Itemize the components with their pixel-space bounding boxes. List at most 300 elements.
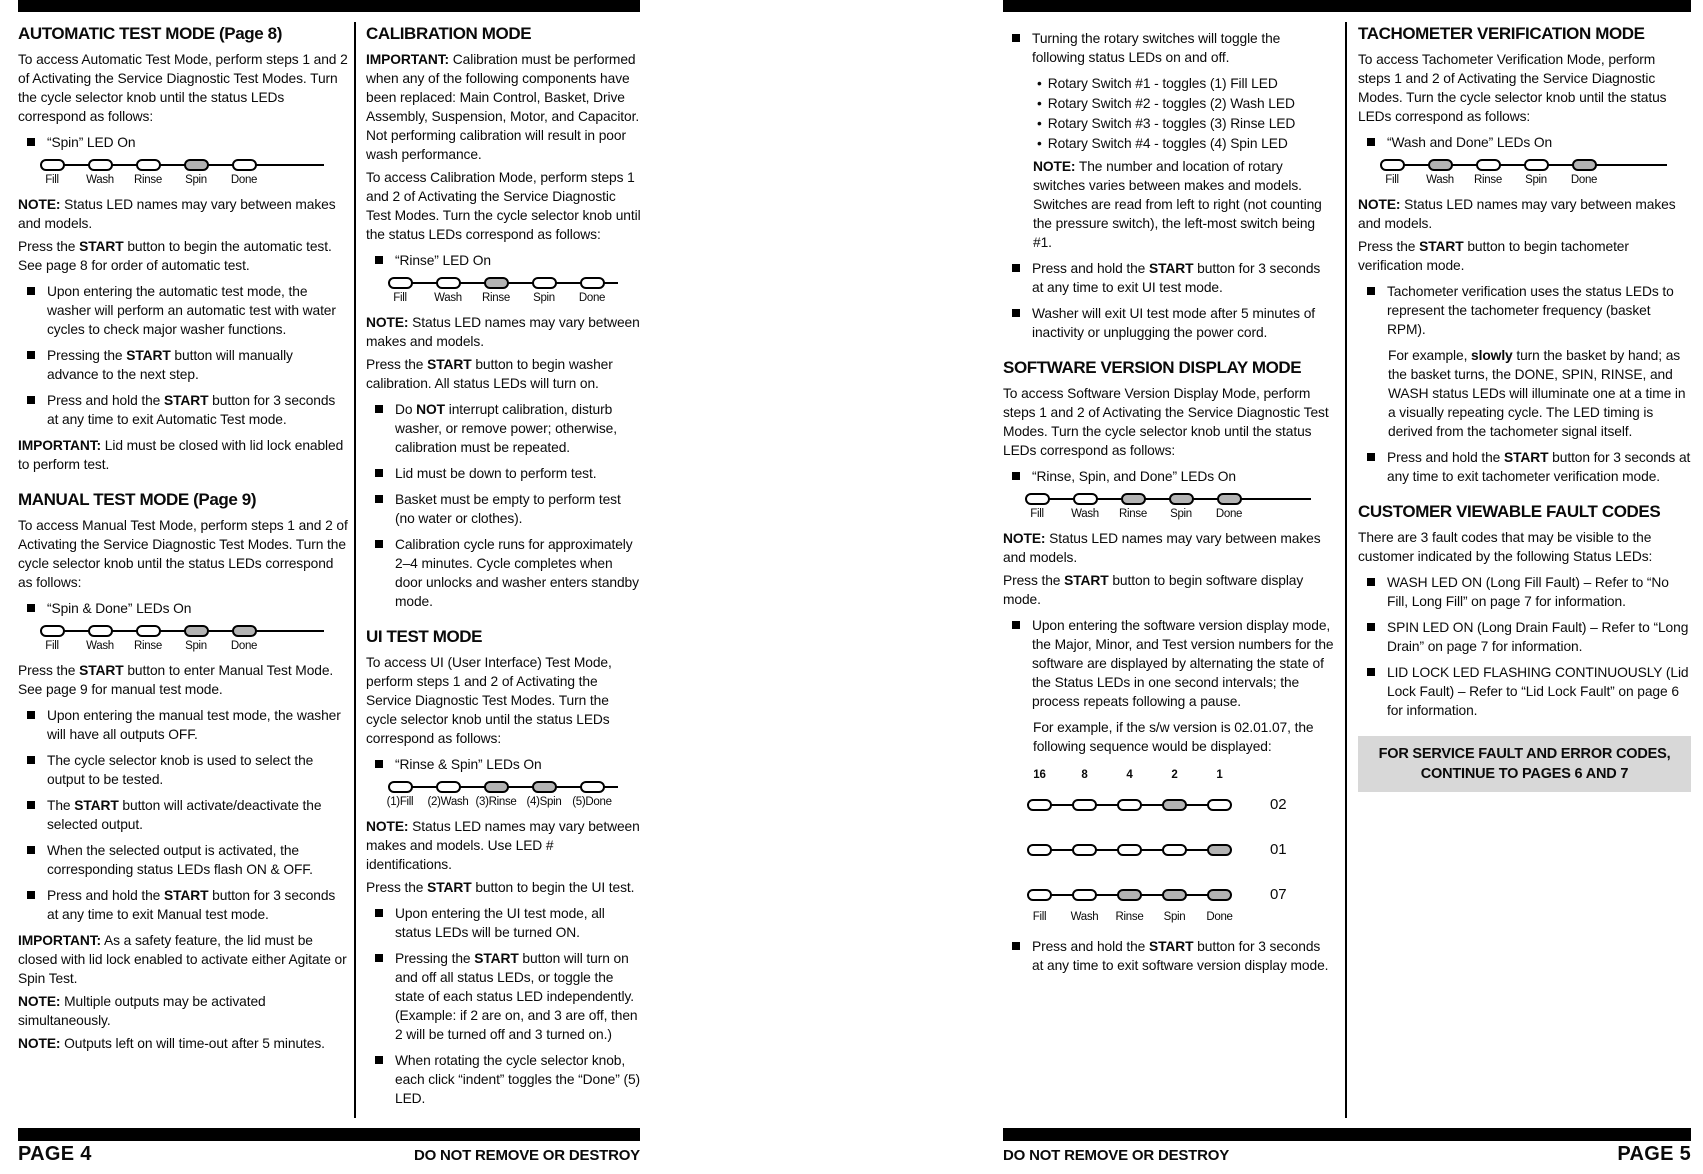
led-cell — [1152, 844, 1197, 856]
bullet-item — [366, 251, 642, 270]
status-led-spin — [532, 277, 557, 289]
square-bullet-icon — [375, 405, 383, 413]
text-run: button for 3 seconds at any time to exit tachometer verification mode. — [1387, 450, 1691, 484]
text-run: button for 3 seconds at any time to exit UI test mode. — [1032, 261, 1321, 295]
bullet-text — [395, 464, 642, 483]
text-run: The cycle selector knob is used to select the output to be tested. — [47, 753, 314, 787]
square-bullet-icon — [27, 396, 35, 404]
led-cell — [124, 625, 172, 653]
square-bullet-icon — [375, 909, 383, 917]
emphasis-text: START — [126, 348, 171, 363]
status-led-spin — [184, 625, 209, 637]
bit-weight-row — [1017, 766, 1335, 785]
led-label: Rinse — [134, 174, 162, 186]
paragraph — [18, 50, 348, 126]
bullet-item — [1358, 448, 1691, 486]
paragraph — [18, 661, 348, 699]
square-bullet-icon — [1367, 287, 1375, 295]
status-led-done — [232, 159, 257, 171]
section-heading: UI TEST MODE — [366, 627, 483, 646]
section-heading: CALIBRATION MODE — [366, 24, 532, 43]
led-label: Fill — [1385, 174, 1399, 186]
text-run: Upon entering the UI test mode, all status LEDs will be turned ON. — [395, 906, 605, 940]
bullet-item — [18, 599, 348, 618]
service-codes-callout — [1358, 736, 1691, 792]
text-run: button for 3 seconds at any time to exit Manual test mode. — [47, 888, 336, 922]
bullet-item — [1003, 467, 1335, 486]
text-run: Washer will exit UI test mode after 5 minutes of inactivity or unplugging the power cord. — [1032, 306, 1315, 340]
status-led-3rinse — [484, 781, 509, 793]
text-run: Upon entering the manual test mode, the washer will have all outputs OFF. — [47, 708, 341, 742]
emphasis-text: NOTE: — [1003, 531, 1046, 546]
top-rule-bar — [18, 0, 640, 12]
status-led-wash — [88, 159, 113, 171]
status-led-spin — [184, 159, 209, 171]
square-bullet-icon — [27, 138, 35, 146]
text-run: button to enter Manual Test Mode. See page 9 for manual test mode. — [18, 663, 334, 697]
status-led-fill — [1027, 844, 1052, 856]
bit-value-label: 2 — [1171, 769, 1178, 781]
text-run: Press the — [1358, 239, 1420, 254]
status-led-2wash — [436, 781, 461, 793]
column-calibration-ui-test — [366, 22, 642, 1115]
led-label: Rinse — [1474, 174, 1502, 186]
emphasis-text: START — [163, 888, 209, 903]
led-label: Done — [578, 292, 606, 304]
text-run: To access Automatic Test Mode, perform steps 1 and 2 of Activating the Service Diagnostic Test Modes. Turn the cycle selector knob until the status LEDs correspond as follows: — [18, 52, 348, 124]
led-label: Fill — [45, 174, 59, 186]
led-cell — [1512, 159, 1560, 187]
status-led-wash — [1072, 889, 1097, 901]
square-bullet-icon — [27, 756, 35, 764]
led-row — [376, 781, 642, 809]
sub-bullet-item — [1003, 134, 1335, 153]
led-cell — [1152, 889, 1197, 901]
square-bullet-icon — [27, 287, 35, 295]
text-run: Status LED names may vary between makes and models. — [18, 197, 336, 231]
bullet-text — [1032, 29, 1335, 67]
emphasis-text: NOTE: — [1358, 197, 1401, 212]
text-run: Status LED names may vary between makes and models. — [1003, 531, 1321, 565]
led-row — [1017, 844, 1242, 856]
emphasis-text: IMPORTANT: — [18, 933, 102, 948]
text-run: Press and hold the — [47, 393, 164, 408]
page-number: PAGE 4 — [18, 1143, 92, 1165]
led-cell — [1157, 493, 1205, 521]
led-label: Spin — [185, 174, 207, 186]
square-bullet-icon — [1012, 34, 1020, 42]
led-row — [1017, 799, 1242, 811]
led-label: Rinse — [134, 640, 162, 652]
led-status-diagram — [1368, 159, 1691, 187]
status-led-fill — [1025, 493, 1050, 505]
do-not-remove-notice: DO NOT REMOVE OR DESTROY — [1003, 1147, 1230, 1164]
led-cell — [1107, 889, 1152, 901]
bullet-text — [395, 755, 642, 774]
text-run: When rotating the cycle selector knob, each click “indent” toggles the “Done” (5) LED. — [395, 1053, 641, 1106]
square-bullet-icon — [1367, 623, 1375, 631]
bullet-text — [1387, 573, 1691, 611]
status-led-done — [1207, 844, 1232, 856]
column-ui-continued-software-version — [1003, 22, 1335, 982]
led-cell — [172, 159, 220, 187]
square-bullet-icon — [375, 760, 383, 768]
led-cell — [520, 781, 568, 809]
led-row — [28, 159, 348, 187]
led-cell — [1109, 493, 1157, 521]
bullet-item — [18, 796, 348, 834]
bullet-text — [47, 796, 348, 834]
square-bullet-icon — [375, 495, 383, 503]
led-cell — [1416, 159, 1464, 187]
text-run: Pressing the — [395, 951, 475, 966]
paragraph — [18, 931, 348, 988]
status-led-spin — [1169, 493, 1194, 505]
emphasis-text: START — [74, 798, 119, 813]
led-cell — [172, 625, 220, 653]
emphasis-text: NOT — [416, 402, 445, 417]
led-cell — [1062, 799, 1107, 811]
led-label: Done — [230, 640, 258, 652]
led-cell — [568, 277, 616, 305]
status-led-fill — [1380, 159, 1405, 171]
column-divider — [1345, 22, 1347, 1118]
status-led-done — [1207, 889, 1232, 901]
led-status-diagram — [1013, 493, 1335, 521]
paragraph — [1003, 529, 1335, 567]
bullet-text — [47, 346, 348, 384]
dot-bullet-icon: • — [1037, 136, 1042, 151]
text-run: Do — [395, 402, 417, 417]
page-5-footer — [1003, 1143, 1691, 1166]
text-run: Basket must be empty to perform test (no water or clothes). — [395, 492, 621, 526]
text-run: Rotary Switch #4 - toggles (4) Spin LED — [1047, 136, 1288, 151]
text-run: Calibration cycle runs for approximately 2–4 minutes. Cycle completes when door unlocks and washer enters standby mode. — [395, 537, 639, 609]
text-run: When the selected output is activated, the corresponding status LEDs flash ON & OFF. — [47, 843, 313, 877]
version-led-row — [1017, 795, 1335, 814]
section-heading: CUSTOMER VIEWABLE FAULT CODES — [1358, 502, 1661, 521]
page-4-footer — [18, 1143, 640, 1166]
text-run: There are 3 fault codes that may be visible to the customer indicated by the following Status LEDs: — [1358, 530, 1653, 564]
bullet-item — [366, 400, 642, 457]
led-cell — [1205, 493, 1253, 521]
bullet-text — [47, 282, 348, 339]
paragraph — [18, 992, 348, 1030]
text-run: Turning the rotary switches will toggle the following status LEDs on and off. — [1032, 31, 1281, 65]
led-cell — [1017, 889, 1062, 901]
bullet-item — [1358, 282, 1691, 339]
column-tachometer-fault-codes — [1358, 22, 1691, 792]
sub-bullet-item — [1003, 74, 1335, 93]
status-led-1fill — [388, 781, 413, 793]
led-label: Done — [1570, 174, 1598, 186]
text-run: To access Manual Test Mode, perform steps 1 and 2 of Activating the Service Diagnostic Test Modes. Turn the cycle selector knob until the status LEDs correspond as follows: — [18, 518, 348, 590]
bullet-item — [366, 904, 642, 942]
page-4 — [18, 0, 640, 1174]
text-run: SPIN LED ON (Long Drain Fault) – Refer to “Long Drain” on page 7 for information. — [1387, 620, 1689, 654]
status-led-fill — [1027, 799, 1052, 811]
paragraph — [366, 50, 642, 164]
sub-bullet-item — [1003, 94, 1335, 113]
bit-value-label: 16 — [1033, 769, 1046, 781]
status-led-spin — [1162, 799, 1187, 811]
led-label: Wash — [434, 292, 462, 304]
text-run: Press the — [18, 239, 80, 254]
square-bullet-icon — [1367, 668, 1375, 676]
led-label: Fill — [393, 292, 407, 304]
square-bullet-icon — [1367, 138, 1375, 146]
bullet-text — [1032, 467, 1335, 486]
footer-rule-bar — [18, 1128, 640, 1141]
status-led-rinse — [1476, 159, 1501, 171]
led-cell — [376, 277, 424, 305]
bullet-text — [1387, 133, 1691, 152]
text-run: button will activate/deactivate the selected output. — [47, 798, 322, 832]
led-cell — [472, 277, 520, 305]
led-label: Spin — [1170, 508, 1192, 520]
status-led-done — [1217, 493, 1242, 505]
paragraph — [18, 516, 348, 592]
text-run: button for 3 seconds at any time to exit Automatic Test mode. — [47, 393, 336, 427]
text-run: Rotary Switch #1 - toggles (1) Fill LED — [1047, 76, 1278, 91]
led-label: Wash — [86, 174, 114, 186]
bullet-text — [395, 535, 642, 611]
emphasis-text: START — [79, 663, 124, 678]
section-heading: TACHOMETER VERIFICATION MODE — [1358, 24, 1645, 43]
bullet-text — [395, 904, 642, 942]
bullet-item — [366, 755, 642, 774]
led-cell — [28, 159, 76, 187]
bullet-item — [1358, 618, 1691, 656]
led-label: Spin — [185, 640, 207, 652]
square-bullet-icon — [1367, 578, 1375, 586]
led-label: Spin — [1525, 174, 1547, 186]
status-led-rinse — [1117, 889, 1142, 901]
square-bullet-icon — [1367, 453, 1375, 461]
text-run: To access Calibration Mode, perform steps 1 and 2 of Activating the Service Diagnostic Test Modes. Turn the cycle selector knob until the status LEDs correspond as follows: — [366, 170, 641, 242]
status-led-done — [1207, 799, 1232, 811]
bit-value-label: 4 — [1126, 769, 1133, 781]
bullet-item — [1003, 616, 1335, 711]
text-run: As a safety feature, the lid must be closed with lid lock enabled to activate either Agitate or Spin Test. — [18, 933, 347, 986]
text-run: Press and hold the — [1032, 939, 1149, 954]
square-bullet-icon — [1012, 621, 1020, 629]
bullet-item — [1003, 259, 1335, 297]
emphasis-text: IMPORTANT: — [366, 52, 450, 67]
callout-line: CONTINUE TO PAGES 6 AND 7 — [1420, 766, 1629, 782]
page-number: PAGE 5 — [1617, 1143, 1691, 1165]
led-cell — [220, 159, 268, 187]
status-led-done — [232, 625, 257, 637]
bullet-text — [1032, 616, 1335, 711]
bullet-text — [395, 251, 642, 270]
text-run: Press the — [1003, 573, 1065, 588]
led-label: Fill — [45, 640, 59, 652]
text-run: “Rinse” LED On — [395, 253, 491, 268]
led-label: (3)Rinse — [475, 796, 517, 808]
led-status-diagram — [376, 781, 642, 809]
square-bullet-icon — [375, 469, 383, 477]
text-run: Press and hold the — [47, 888, 164, 903]
paragraph — [366, 653, 642, 748]
software-version-diagram — [1017, 766, 1335, 927]
paragraph — [18, 1034, 348, 1053]
text-run: Rotary Switch #3 - toggles (3) Rinse LED — [1047, 116, 1296, 131]
bullet-text — [1387, 618, 1691, 656]
text-run: Upon entering the automatic test mode, the washer will perform an automatic test with water cycles to check major washer functions. — [47, 284, 336, 337]
led-cell — [520, 277, 568, 305]
emphasis-text: START — [1148, 939, 1194, 954]
bullet-item — [366, 535, 642, 611]
paragraph — [18, 195, 348, 233]
led-row — [1017, 889, 1242, 901]
section-heading: AUTOMATIC TEST MODE (Page 8) — [18, 24, 282, 43]
status-led-spin — [1162, 889, 1187, 901]
sub-bullet-text — [1048, 114, 1335, 133]
status-led-rinse — [484, 277, 509, 289]
page-5 — [1003, 0, 1691, 1174]
paragraph — [366, 168, 642, 244]
status-led-rinse — [136, 159, 161, 171]
text-run: WASH LED ON (Long Fill Fault) – Refer to “No Fill, Long Fill” on page 7 for information. — [1387, 575, 1669, 609]
column-automatic-manual-test — [18, 22, 348, 1057]
led-label: Wash — [1071, 508, 1099, 520]
text-run: “Rinse & Spin” LEDs On — [395, 757, 542, 772]
text-run: Press and hold the — [1387, 450, 1504, 465]
page-4-columns — [18, 22, 640, 1118]
dot-bullet-icon: • — [1037, 76, 1042, 91]
emphasis-text: START — [1419, 239, 1464, 254]
led-cell — [1061, 493, 1109, 521]
square-bullet-icon — [375, 256, 383, 264]
emphasis-text: IMPORTANT: — [18, 438, 102, 453]
status-led-4spin — [532, 781, 557, 793]
version-led-row — [1017, 885, 1335, 904]
bullet-text — [47, 886, 348, 924]
led-row — [1368, 159, 1691, 187]
emphasis-text: START — [427, 357, 472, 372]
led-cell — [568, 781, 616, 809]
square-bullet-icon — [27, 604, 35, 612]
bullet-text — [395, 1051, 642, 1108]
bullet-text — [395, 949, 642, 1044]
emphasis-text: NOTE: — [366, 315, 409, 330]
bullet-item — [1003, 937, 1335, 975]
status-led-rinse — [1117, 844, 1142, 856]
square-bullet-icon — [375, 540, 383, 548]
sub-bullet-text — [1048, 74, 1335, 93]
bullet-text — [395, 490, 642, 528]
text-run: Status LED names may vary between makes and models. — [366, 315, 640, 349]
led-status-diagram — [376, 277, 642, 305]
led-cell — [1107, 799, 1152, 811]
status-led-rinse — [1121, 493, 1146, 505]
paragraph — [366, 878, 642, 897]
column-divider — [354, 22, 356, 1118]
text-run: “Spin” LED On — [47, 135, 136, 150]
bullet-item — [366, 949, 642, 1044]
led-cell — [1152, 799, 1197, 811]
status-led-wash — [88, 625, 113, 637]
led-label: Rinse — [482, 292, 510, 304]
led-label: Done — [1215, 508, 1243, 520]
led-cell — [124, 159, 172, 187]
bullet-item — [18, 706, 348, 744]
bullet-item — [366, 1051, 642, 1108]
led-status-diagram — [28, 159, 348, 187]
led-label: (4)Spin — [526, 796, 562, 808]
led-label: Rinse — [1119, 508, 1147, 520]
text-run: To access Software Version Display Mode, perform steps 1 and 2 of Activating the Service Diagnostic Test Modes. Turn the cycle selector knob until the status LEDs correspond as follows: — [1003, 386, 1329, 458]
text-run: button to begin software display mode. — [1003, 573, 1304, 607]
callout-line: FOR SERVICE FAULT AND ERROR CODES, — [1378, 746, 1671, 762]
emphasis-text: START — [1503, 450, 1549, 465]
paragraph — [18, 237, 348, 275]
led-cell — [1197, 889, 1242, 901]
led-label: Fill — [1030, 508, 1044, 520]
square-bullet-icon — [27, 711, 35, 719]
led-cell — [1560, 159, 1608, 187]
led-label: (1)Fill — [386, 796, 414, 808]
emphasis-text: NOTE: — [1033, 159, 1076, 174]
version-value: 07 — [1270, 886, 1287, 903]
indented-paragraph — [1003, 718, 1335, 756]
indented-paragraph — [1358, 346, 1691, 441]
emphasis-text: START — [163, 393, 209, 408]
led-cell — [1368, 159, 1416, 187]
paragraph — [18, 436, 348, 474]
status-led-wash — [1072, 844, 1097, 856]
bullet-item — [18, 391, 348, 429]
text-run: Pressing the — [47, 348, 127, 363]
version-value: 02 — [1270, 796, 1287, 813]
status-led-5done — [580, 781, 605, 793]
led-cell — [424, 781, 472, 809]
paragraph — [366, 313, 642, 351]
paragraph — [1358, 237, 1691, 275]
paragraph — [1358, 50, 1691, 126]
text-run: The number and location of rotary switches varies between makes and models. Switches are read from left to right (not counting the pressure switch), the left-most switch being #1. — [1033, 159, 1322, 250]
text-run: “Spin & Done” LEDs On — [47, 601, 192, 616]
sub-bullet-item — [1003, 114, 1335, 133]
status-led-spin — [1524, 159, 1549, 171]
text-run: Press the — [366, 357, 428, 372]
status-led-fill — [388, 277, 413, 289]
bullet-item — [1358, 663, 1691, 720]
bullet-text — [395, 400, 642, 457]
text-run: button to begin the UI test. — [471, 880, 635, 895]
footer-rule-bar — [1003, 1128, 1691, 1141]
bullet-text — [47, 391, 348, 429]
led-label: Done — [1206, 911, 1233, 923]
square-bullet-icon — [1012, 472, 1020, 480]
led-labels-row — [1017, 908, 1335, 927]
text-run: button to begin tachometer verification mode. — [1358, 239, 1629, 273]
emphasis-text: NOTE: — [18, 1036, 61, 1051]
paragraph — [366, 817, 642, 874]
status-led-rinse — [1117, 799, 1142, 811]
paragraph — [366, 355, 642, 393]
version-value: 01 — [1270, 841, 1287, 858]
bit-value-label: 8 — [1081, 769, 1088, 781]
led-row — [28, 625, 348, 653]
bullet-item — [1003, 29, 1335, 67]
bullet-text — [47, 751, 348, 789]
text-run: “Wash and Done” LEDs On — [1387, 135, 1553, 150]
bullet-text — [1387, 448, 1691, 486]
dot-bullet-icon: • — [1037, 96, 1042, 111]
indented-paragraph — [1003, 157, 1335, 252]
